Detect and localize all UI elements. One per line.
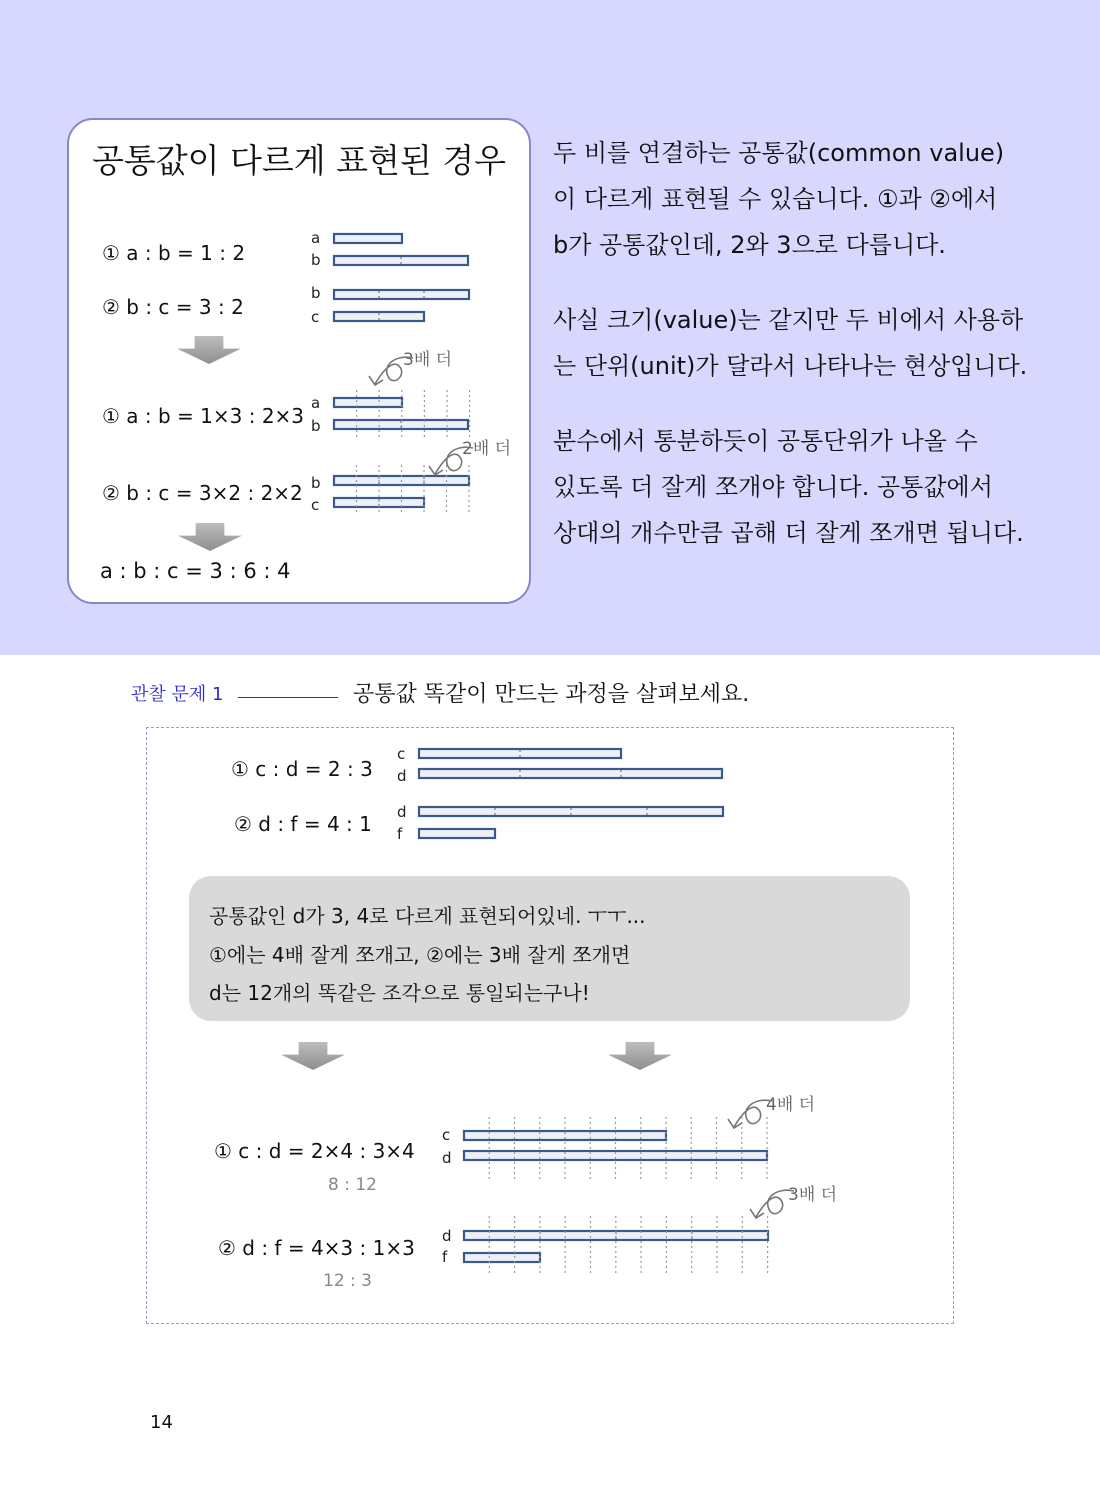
down-arrow-icon xyxy=(178,523,242,551)
label-b: b xyxy=(311,251,321,269)
down-arrow-icon xyxy=(281,1042,345,1070)
bubble-line: 공통값인 d가 3, 4로 다르게 표현되어있네. ㅜㅜ... xyxy=(209,904,646,928)
concept-eq3: ① a : b = 1×3 : 2×3 xyxy=(102,404,305,428)
curl-arrow-head-icon xyxy=(728,1119,742,1128)
label-c: c xyxy=(442,1126,451,1144)
label-d: d xyxy=(442,1149,452,1167)
ratio-bar xyxy=(334,290,469,299)
curl-arrow-head-icon xyxy=(750,1209,764,1218)
problem-instruction: 공통값 똑같이 만드는 과정을 살펴보세요. xyxy=(353,682,750,707)
label-c: c xyxy=(311,308,320,326)
label-c: c xyxy=(311,496,320,514)
ratio-bar xyxy=(334,234,402,243)
explain-line: 있도록 더 잘게 쪼개야 합니다. 공통값에서 xyxy=(553,473,993,501)
concept-eq2: ② b : c = 3 : 2 xyxy=(102,295,244,319)
problem-eq4: ② d : f = 4×3 : 1×3 xyxy=(218,1236,415,1260)
curl-arrow-icon xyxy=(375,357,413,384)
curl-arrow-icon xyxy=(734,1100,772,1127)
label-b: b xyxy=(311,474,321,492)
curl-arrow-head-icon xyxy=(429,466,443,475)
curl-arrow-icon xyxy=(435,447,473,474)
problem-eq1: ① c : d = 2 : 3 xyxy=(231,757,373,781)
problem-eq3: ① c : d = 2×4 : 3×4 xyxy=(214,1139,415,1163)
label-d: d xyxy=(397,803,407,821)
ratio-bar xyxy=(419,769,722,778)
problem-eq2: ② d : f = 4 : 1 xyxy=(234,812,372,836)
concept-title: 공통값이 다르게 표현된 경우 xyxy=(92,141,507,180)
note-3x: 3배 더 xyxy=(403,350,453,370)
explain-line: 이 다르게 표현될 수 있습니다. ①과 ②에서 xyxy=(553,185,998,213)
ratio-bar xyxy=(464,1253,540,1262)
down-arrow-icon xyxy=(608,1042,672,1070)
bubble-line: ①에는 4배 잘게 쪼개고, ②에는 3배 잘게 쪼개면 xyxy=(209,943,631,967)
label-b: b xyxy=(311,417,321,435)
label-f: f xyxy=(442,1248,448,1266)
note-3x: 3배 더 xyxy=(788,1185,838,1205)
concept-eq4: ② b : c = 3×2 : 2×2 xyxy=(102,481,303,505)
note-2x: 2배 더 xyxy=(462,439,512,459)
concept-eq1: ① a : b = 1 : 2 xyxy=(102,241,246,265)
problem-eq4-sub: 12 : 3 xyxy=(323,1271,372,1291)
curl-arrow-head-icon xyxy=(369,376,383,385)
bubble-line: d는 12개의 똑같은 조각으로 통일되는구나! xyxy=(209,981,590,1005)
label-d: d xyxy=(397,767,407,785)
page-number: 14 xyxy=(150,1412,173,1433)
explain-line: 사실 크기(value)는 같지만 두 비에서 사용하 xyxy=(553,306,1024,334)
label-b: b xyxy=(311,284,321,302)
problem-eq3-sub: 8 : 12 xyxy=(328,1175,377,1195)
note-4x: 4배 더 xyxy=(766,1095,816,1115)
explain-line: 상대의 개수만큼 곱해 더 잘게 쪼개면 됩니다. xyxy=(553,519,1024,547)
label-f: f xyxy=(397,825,403,843)
explain-line: b가 공통값인데, 2와 3으로 다릅니다. xyxy=(553,231,946,259)
label-a: a xyxy=(311,229,321,247)
label-a: a xyxy=(311,394,321,412)
label-d: d xyxy=(442,1227,452,1245)
concept-result: a : b : c = 3 : 6 : 4 xyxy=(100,559,291,583)
label-c: c xyxy=(397,745,406,763)
problem-label: 관찰 문제 1 xyxy=(131,684,224,705)
down-arrow-icon xyxy=(177,336,241,364)
explain-line: 는 단위(unit)가 달라서 나타나는 현상입니다. xyxy=(553,352,1028,380)
curl-arrow-icon xyxy=(756,1190,794,1217)
explain-line: 두 비를 연결하는 공통값(common value) xyxy=(553,139,1005,167)
ratio-bar xyxy=(419,829,495,838)
ratio-bar xyxy=(334,398,402,407)
explain-line: 분수에서 통분하듯이 공통단위가 나올 수 xyxy=(553,427,978,455)
